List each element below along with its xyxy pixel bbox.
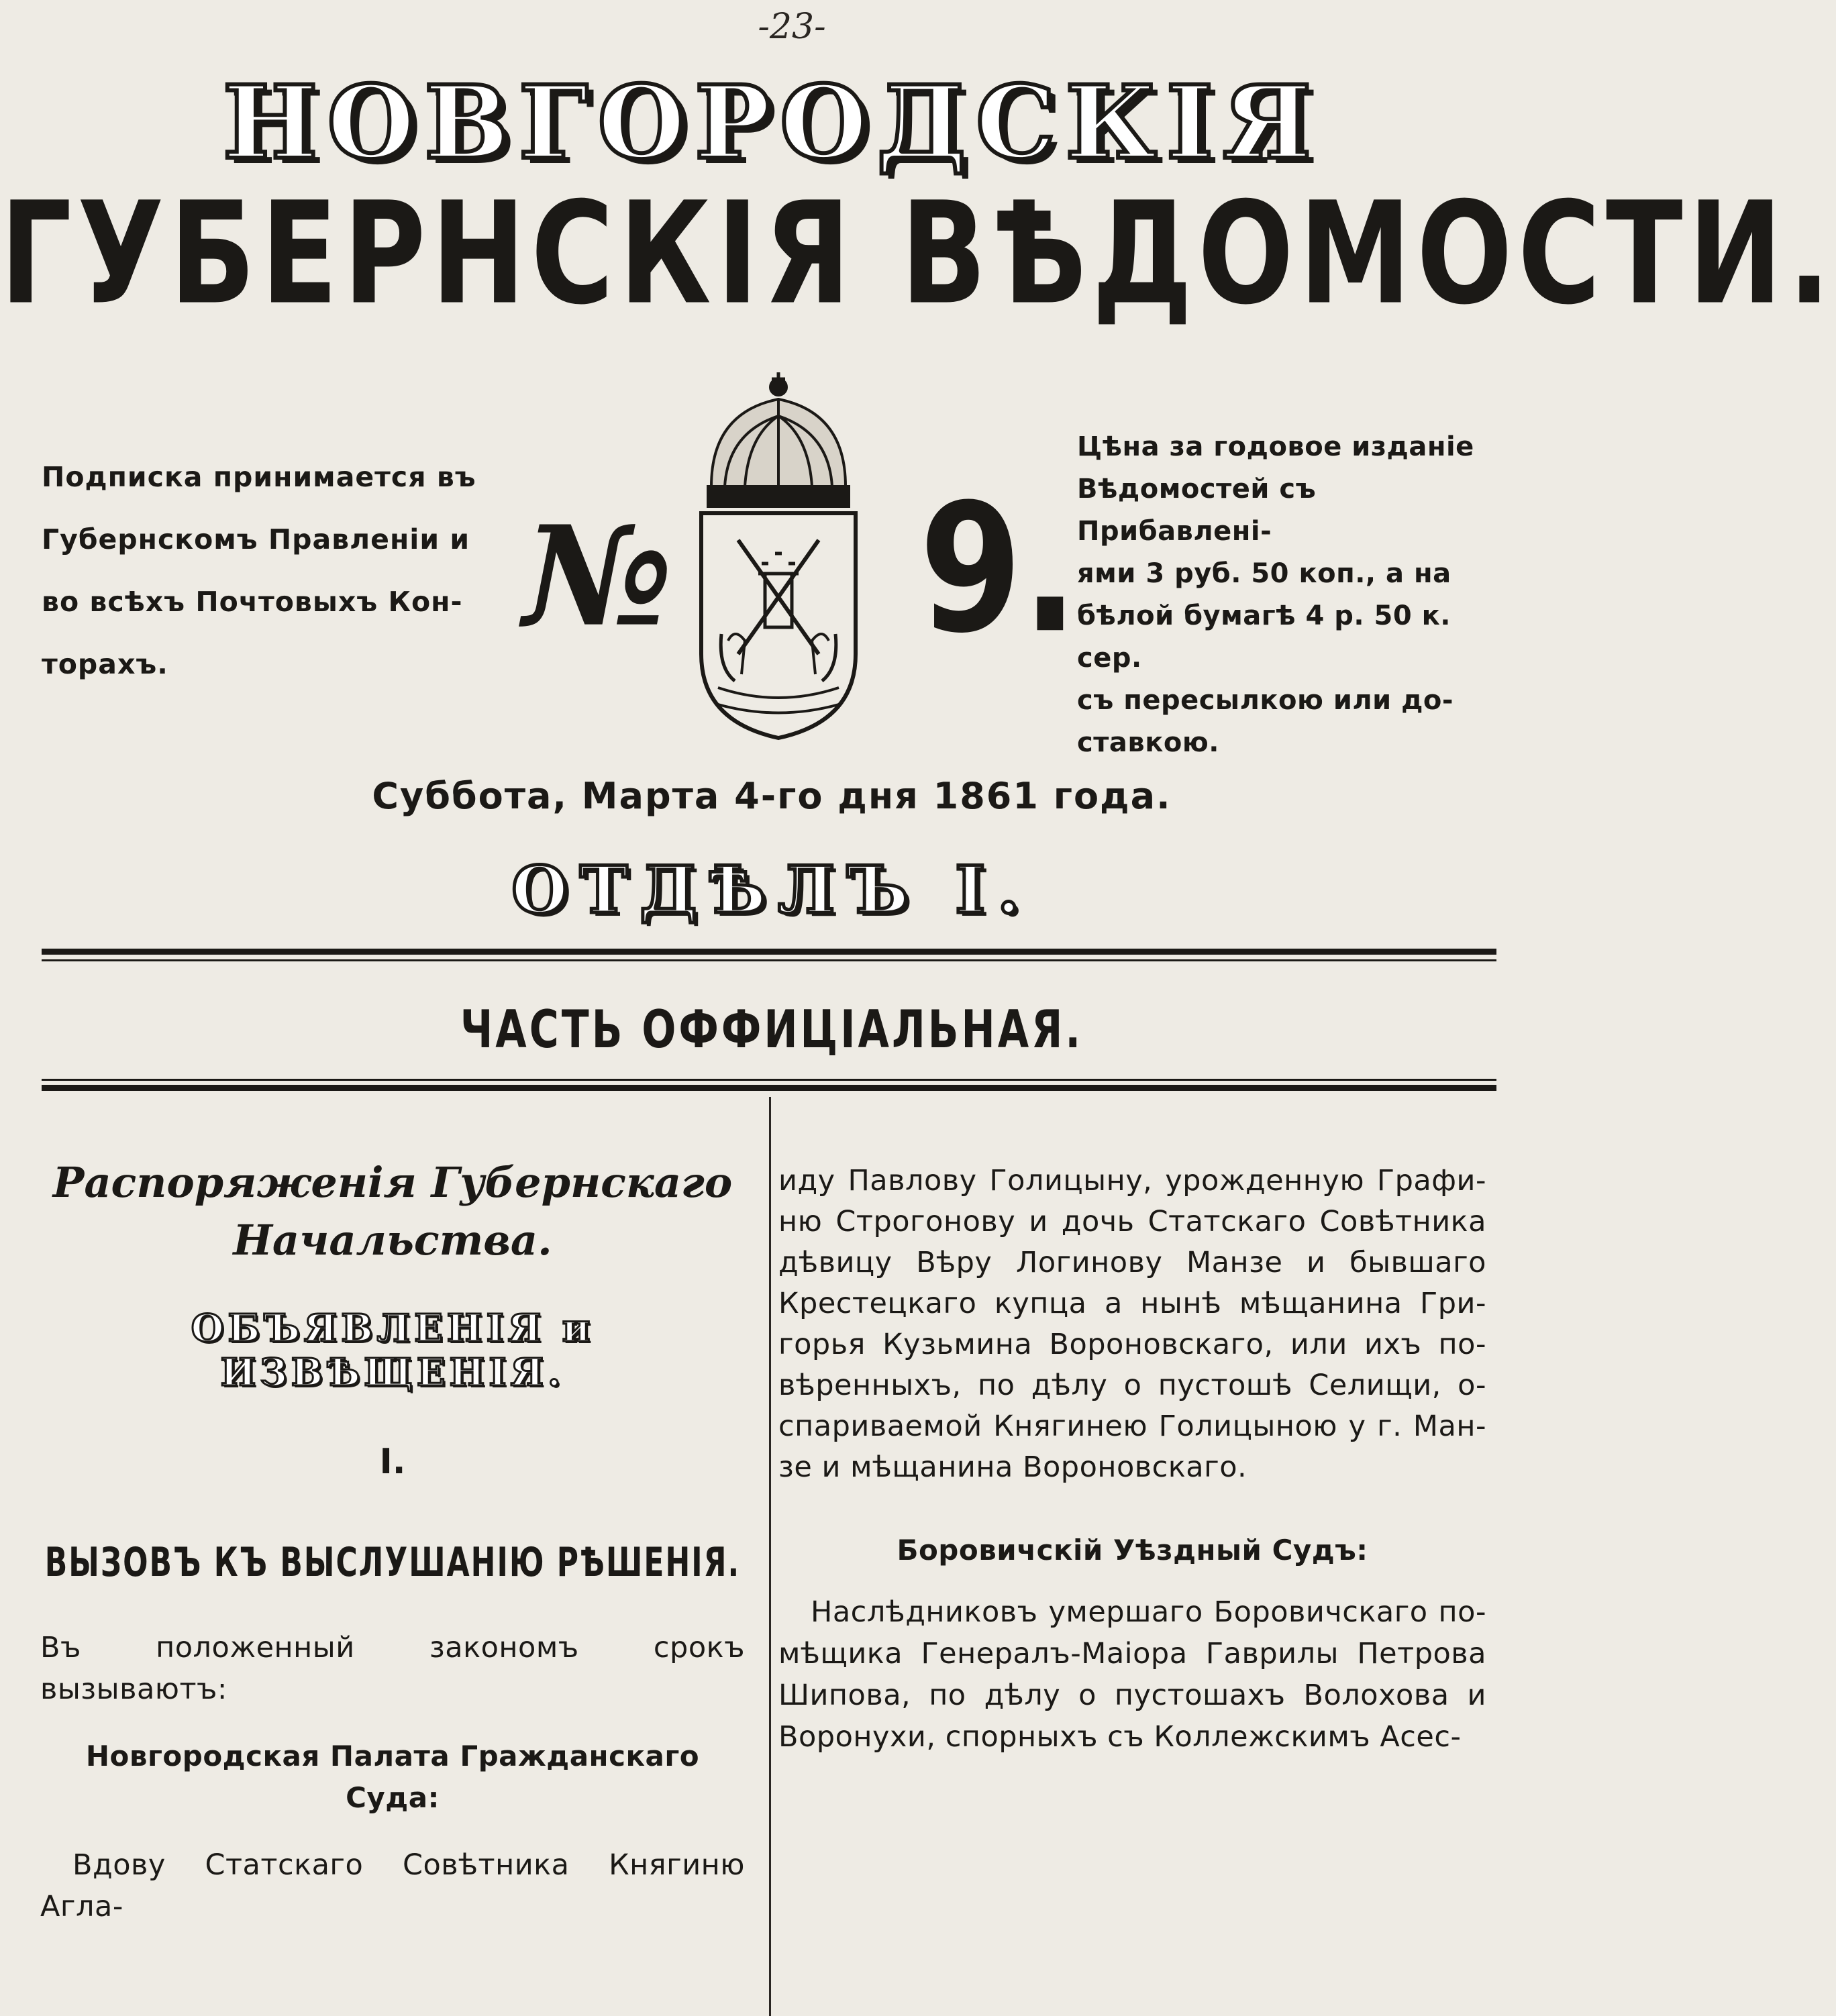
coat-of-arms-emblem bbox=[671, 372, 886, 748]
subscription-line: торахъ. bbox=[42, 648, 168, 680]
left-column bbox=[40, 1154, 745, 1927]
part-title: ЧАСТЬ ОФФИЦІАЛЬНАЯ. bbox=[460, 999, 1084, 1061]
section-label: ОТДѢЛЪ I. bbox=[511, 852, 1032, 928]
masthead-line2: ГУБЕРНСКІЯ ВѢДОМОСТИ. bbox=[0, 171, 1836, 336]
price-line: съ пересылкою или до- bbox=[1077, 685, 1454, 716]
subscription-line: Губернскомъ Правленіи и bbox=[42, 523, 470, 555]
masthead-line1: НОВГОРОДСКІЯ bbox=[222, 64, 1321, 182]
subscription-line: во всѣхъ Почтовыхъ Кон- bbox=[42, 586, 463, 618]
court-name: Боровичскій Уѣздный Судъ: bbox=[897, 1534, 1368, 1567]
court-name: Новгородская Палата Гражданскаго Суда: bbox=[85, 1740, 700, 1814]
top-double-rule-thick bbox=[42, 949, 1496, 955]
gothic-heading-line: Распоряженія Губернскаго bbox=[52, 1158, 733, 1207]
summons-text-continued: иду Павлову Голицыну, урожденную Графи-ню Строгонову и дочь Статскаго Совѣтника дѣвицу Вѣру Логинову Манзе и бывшаго Крестецкаго купца а нынѣ мѣщанина Гри-горья Кузьмина Вороновскаго, или ихъ по-вѣренныхъ, по дѣлу о пустошѣ Селищи, о-спариваемой Княгинею Голицыною у г. Ман-зе и мѣщанина Вороновскаго. bbox=[778, 1164, 1486, 1484]
price-line: Вѣдомостей съ Прибавлені- bbox=[1077, 474, 1317, 547]
gothic-heading-line: Начальства. bbox=[233, 1216, 552, 1265]
column-divider bbox=[769, 1097, 771, 2016]
price-line: бѣлой бумагѣ 4 р. 50 к. сер. bbox=[1077, 600, 1451, 674]
top-double-rule-thin bbox=[42, 959, 1496, 961]
summons-text: Вдову Статскаго Совѣтника Княгиню Агла- bbox=[40, 1848, 745, 1923]
subscription-line: Подписка принимается въ bbox=[42, 461, 476, 493]
issue-number: 9. bbox=[919, 466, 1078, 672]
issue-date: Суббота, Марта 4-го дня 1861 года. bbox=[372, 775, 1172, 817]
announcements-heading: ОБЪЯВЛЕНІЯ и ИЗВѢЩЕНІЯ. bbox=[191, 1306, 595, 1395]
price-line: ставкою. bbox=[1077, 727, 1219, 758]
bottom-double-rule-thin bbox=[42, 1079, 1496, 1081]
right-column bbox=[778, 1161, 1486, 1758]
bottom-double-rule-thick bbox=[42, 1085, 1496, 1091]
summons-intro: Въ положенный закономъ срокъ вызываютъ: bbox=[40, 1631, 745, 1706]
summons-text: Наслѣдниковъ умершаго Боровичскаго по-мѣщика Генералъ-Маіора Гаврилы Петрова Шипова, по дѣлу о пустошахъ Волохова и Воронухи, спорныхъ съ Коллежскимъ Асес- bbox=[778, 1595, 1486, 1754]
price-line: ями 3 руб. 50 коп., а на bbox=[1077, 558, 1451, 589]
price-info bbox=[1077, 426, 1520, 764]
summons-heading: ВЫЗОВЪ КЪ ВЫСЛУШАНІЮ РѢШЕНІЯ. bbox=[44, 1540, 741, 1586]
price-line: Цѣна за годовое изданіе bbox=[1077, 431, 1474, 462]
subscription-info bbox=[42, 446, 478, 696]
roman-numeral-heading: I. bbox=[379, 1442, 406, 1482]
page-number: -23- bbox=[758, 7, 826, 47]
numero-sign: № bbox=[523, 496, 673, 657]
